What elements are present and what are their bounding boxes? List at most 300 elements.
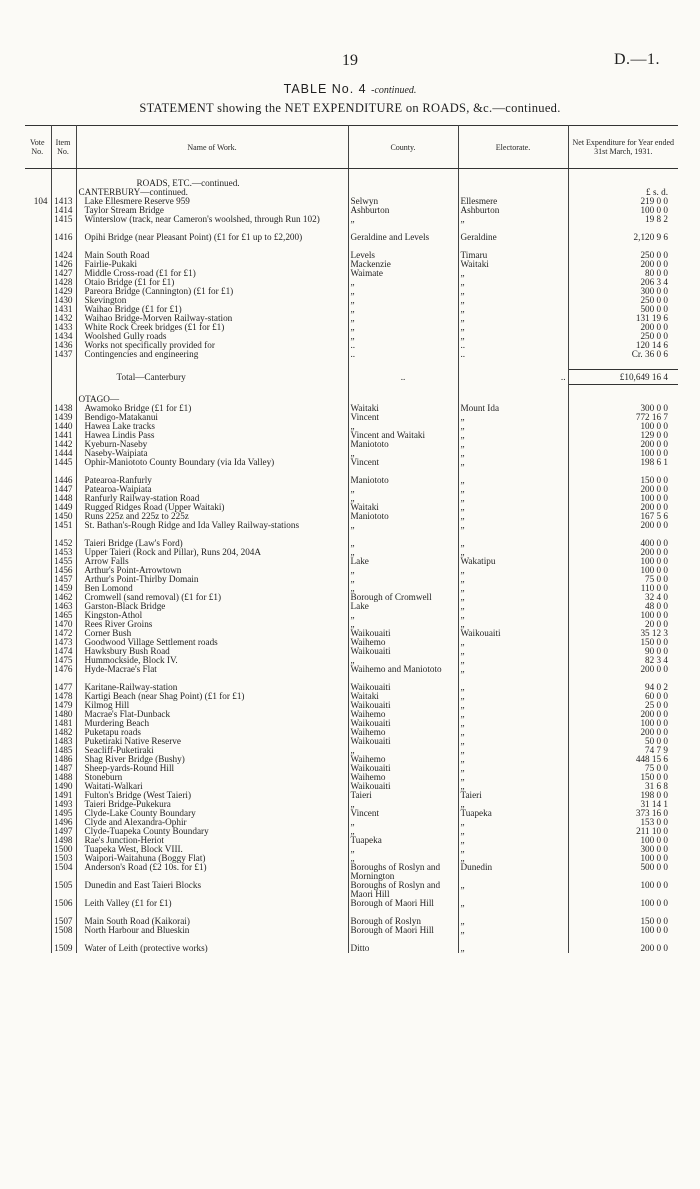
otago-row (25, 719, 678, 728)
vote-number (25, 233, 51, 251)
electorate: Tuapeka (458, 809, 568, 818)
vote-number (25, 782, 51, 791)
vote-number (25, 593, 51, 602)
electorate: „ (458, 638, 568, 647)
electorate: „ (458, 827, 568, 836)
vote-number (25, 350, 51, 359)
work-name: Kartigi Beach (near Shag Point) (£1 for £1) (76, 692, 348, 701)
electorate: „ (458, 899, 568, 917)
canterbury-row (25, 296, 678, 305)
header-work: Name of Work. (76, 126, 348, 169)
electorate: „ (458, 737, 568, 746)
net-expenditure: 200 0 0 (640, 709, 668, 719)
work-name: Fulton's Bridge (West Taieri) (76, 791, 348, 800)
net-expenditure: 100 0 0 (640, 448, 668, 458)
vote-number (25, 791, 51, 800)
work-name: Shag River Bridge (Bushy) (76, 755, 348, 764)
vote-number (25, 800, 51, 809)
item-number: 1476 (51, 665, 76, 683)
net-expenditure: 373 16 0 (635, 808, 668, 818)
work-name: Main South Road (Kaikorai) (76, 917, 348, 926)
county: Waimate (348, 269, 458, 278)
vote-number (25, 341, 51, 350)
item-number: 1470 (51, 620, 76, 629)
net-expenditure: 94 0 2 (645, 682, 668, 692)
county: „ (348, 296, 458, 305)
otago-row (25, 503, 678, 512)
work-name: Opihi Bridge (near Pleasant Point) (£1 for £1 up to £2,200) (76, 233, 348, 251)
county: Taieri (348, 791, 458, 800)
item-number: 1456 (51, 566, 76, 575)
vote-number (25, 323, 51, 332)
work-name: Waitati-Walkari (76, 782, 348, 791)
vote-number (25, 476, 51, 485)
vote-number (25, 251, 51, 260)
item-number: 1474 (51, 647, 76, 656)
electorate: „ (458, 773, 568, 782)
electorate: „ (458, 413, 568, 422)
item-number: 1451 (51, 521, 76, 539)
county: Boroughs of Roslyn and Mornington (348, 863, 458, 881)
work-name: Garston-Black Bridge (76, 602, 348, 611)
header-row (25, 126, 678, 169)
otago-row (25, 575, 678, 584)
page-number: 19 (342, 52, 358, 69)
electorate: „ (458, 422, 568, 431)
otago-row (25, 593, 678, 602)
net-expenditure: 448 15 6 (635, 754, 668, 764)
electorate: „ (458, 647, 568, 656)
otago-row (25, 827, 678, 836)
section-roads-label: ROADS, ETC.—continued. (76, 179, 348, 188)
vote-number (25, 269, 51, 278)
county: Waihemo (348, 755, 458, 764)
vote-number (25, 458, 51, 476)
electorate: „ (458, 692, 568, 701)
net-expenditure: 300 0 0 (640, 286, 668, 296)
net-expenditure: 150 0 0 (640, 637, 668, 647)
work-name: St. Bathan's-Rough Ridge and Ida Valley Railway-stations (76, 521, 348, 539)
county: Lake (348, 557, 458, 566)
net-expenditure: 75 0 0 (645, 763, 668, 773)
electorate: „ (458, 269, 568, 278)
otago-row (25, 701, 678, 710)
county: „ (348, 323, 458, 332)
county: Waikouaiti (348, 629, 458, 638)
item-number: 1491 (51, 791, 76, 800)
work-name: Waipori-Waitahuna (Boggy Flat) (76, 854, 348, 863)
county: „ (348, 566, 458, 575)
net-expenditure: 250 0 0 (640, 250, 668, 260)
work-name: Rees River Groins (76, 620, 348, 629)
net-expenditure: 110 0 0 (640, 583, 668, 593)
county: „ (348, 539, 458, 548)
vote-number (25, 521, 51, 539)
county: „ (348, 827, 458, 836)
county: Waihemo and Maniototo (348, 665, 458, 683)
vote-number (25, 431, 51, 440)
net-expenditure: 200 0 0 (640, 259, 668, 269)
net-expenditure: 120 14 6 (635, 340, 668, 350)
item-number: 1472 (51, 629, 76, 638)
vote-number (25, 404, 51, 413)
work-name: Skevington (76, 296, 348, 305)
item-number: 1434 (51, 332, 76, 341)
county: „ (348, 845, 458, 854)
electorate: „ (458, 296, 568, 305)
work-name: Patearoa-Ranfurly (76, 476, 348, 485)
header-electorate: Electorate. (458, 126, 568, 169)
item-number: 1442 (51, 440, 76, 449)
electorate: „ (458, 881, 568, 899)
otago-row (25, 422, 678, 431)
otago-row (25, 692, 678, 701)
vote-number (25, 764, 51, 773)
county: „ (348, 656, 458, 665)
vote-number (25, 827, 51, 836)
canterbury-row (25, 233, 678, 251)
net-expenditure: 200 0 0 (640, 484, 668, 494)
net-expenditure: 75 0 0 (645, 574, 668, 584)
electorate: „ (458, 926, 568, 944)
otago-row (25, 818, 678, 827)
electorate: „ (458, 728, 568, 737)
item-number: 1463 (51, 602, 76, 611)
work-name: Hawksbury Bush Road (76, 647, 348, 656)
item-number: 1424 (51, 251, 76, 260)
vote-number (25, 512, 51, 521)
work-name: Naseby-Waipiata (76, 449, 348, 458)
work-name: Rae's Junction-Heriot (76, 836, 348, 845)
total-canterbury-label: Total—Canterbury (76, 370, 348, 385)
electorate: „ (458, 494, 568, 503)
county: Vincent and Waitaki (348, 431, 458, 440)
electorate: „ (458, 782, 568, 791)
otago-row (25, 521, 678, 539)
item-number: 1441 (51, 431, 76, 440)
item-number: 1490 (51, 782, 76, 791)
vote-number (25, 629, 51, 638)
item-number: 1473 (51, 638, 76, 647)
electorate: „ (458, 278, 568, 287)
county: „ (348, 854, 458, 863)
vote-number (25, 296, 51, 305)
section-canterbury-label: CANTERBURY—continued. (76, 188, 348, 197)
net-expenditure: 150 0 0 (640, 772, 668, 782)
county: „ (348, 422, 458, 431)
net-expenditure: 80 0 0 (645, 268, 668, 278)
work-name: Dunedin and East Taieri Blocks (76, 881, 348, 899)
electorate: „ (458, 845, 568, 854)
county: Waihemo (348, 710, 458, 719)
canterbury-row (25, 323, 678, 332)
net-expenditure: 200 0 0 (640, 943, 668, 953)
county: „ (348, 575, 458, 584)
work-name: Fairlie-Pukaki (76, 260, 348, 269)
otago-row (25, 800, 678, 809)
item-number: 1495 (51, 809, 76, 818)
county: Boroughs of Roslyn and Maori Hill (348, 881, 458, 899)
item-number: 1415 (51, 215, 76, 233)
section-canterbury (25, 188, 678, 197)
county: „ (348, 494, 458, 503)
section-roads (25, 179, 678, 188)
otago-row (25, 458, 678, 476)
work-name: Hawea Lindis Pass (76, 431, 348, 440)
net-expenditure: 35 12 3 (640, 628, 668, 638)
vote-number (25, 719, 51, 728)
work-name: Contingencies and engineering (76, 350, 348, 359)
item-number: 1429 (51, 287, 76, 296)
item-number: 1447 (51, 485, 76, 494)
otago-row (25, 728, 678, 737)
otago-row (25, 638, 678, 647)
work-name: Kilmog Hill (76, 701, 348, 710)
county: Vincent (348, 809, 458, 818)
otago-row (25, 764, 678, 773)
electorate: Mount Ida (458, 404, 568, 413)
item-number: 1487 (51, 764, 76, 773)
county: „ (348, 548, 458, 557)
header-expenditure: Net Expenditure for Year ended 31st March, 1931. (568, 126, 678, 169)
work-name: White Rock Creek bridges (£1 for £1) (76, 323, 348, 332)
otago-row (25, 512, 678, 521)
county: Waihemo (348, 728, 458, 737)
electorate: „ (458, 512, 568, 521)
work-name: Tuapeka West, Block VIII. (76, 845, 348, 854)
net-expenditure: 200 0 0 (640, 502, 668, 512)
vote-number (25, 728, 51, 737)
canterbury-row (25, 305, 678, 314)
vote-number (25, 845, 51, 854)
otago-row (25, 584, 678, 593)
item-number: 1450 (51, 512, 76, 521)
county: Mackenzie (348, 260, 458, 269)
work-name: Cromwell (sand removal) (£1 for £1) (76, 593, 348, 602)
item-number: 1438 (51, 404, 76, 413)
electorate: Waikouaiti (458, 629, 568, 638)
electorate: Geraldine (458, 233, 568, 251)
vote-number (25, 917, 51, 926)
net-expenditure: 150 0 0 (640, 916, 668, 926)
work-name: Ben Lomond (76, 584, 348, 593)
table-title (0, 82, 700, 96)
spacer-row (25, 359, 678, 370)
item-number: 1496 (51, 818, 76, 827)
county: „ (348, 611, 458, 620)
otago-row (25, 548, 678, 557)
net-expenditure: 250 0 0 (640, 295, 668, 305)
work-name: Corner Bush (76, 629, 348, 638)
county: Vincent (348, 413, 458, 422)
item-number: 1483 (51, 737, 76, 746)
electorate: „ (458, 683, 568, 692)
net-expenditure: 150 0 0 (640, 475, 668, 485)
electorate: „ (458, 854, 568, 863)
electorate: „ (458, 521, 568, 539)
work-name: North Harbour and Blueskin (76, 926, 348, 944)
section-otago-label: OTAGO— (76, 395, 348, 404)
net-expenditure: 31 6 8 (645, 781, 668, 791)
net-expenditure: 400 0 0 (640, 538, 668, 548)
canterbury-row (25, 215, 678, 233)
electorate: Dunedin (458, 863, 568, 881)
net-expenditure: 772 16 7 (635, 412, 668, 422)
electorate: Ashburton (458, 206, 568, 215)
work-name: Awamoko Bridge (£1 for £1) (76, 404, 348, 413)
electorate: „ (458, 746, 568, 755)
item-number: 1507 (51, 917, 76, 926)
vote-number (25, 332, 51, 341)
item-number: 1475 (51, 656, 76, 665)
vote-number (25, 503, 51, 512)
work-name: Pareora Bridge (Cannington) (£1 for £1) (76, 287, 348, 296)
work-name: Water of Leith (protective works) (76, 944, 348, 953)
net-expenditure: 82 3 4 (645, 655, 668, 665)
net-expenditure: 100 0 0 (640, 493, 668, 503)
table-number: TABLE No. 4 (283, 82, 367, 96)
electorate: „ (458, 287, 568, 296)
work-name: Kingston-Athol (76, 611, 348, 620)
county: „ (348, 278, 458, 287)
item-number: 1436 (51, 341, 76, 350)
net-expenditure: 50 0 0 (645, 736, 668, 746)
vote-number (25, 692, 51, 701)
county: Borough of Roslyn (348, 917, 458, 926)
net-expenditure: 100 0 0 (640, 205, 668, 215)
county: „ (348, 314, 458, 323)
item-number: 1482 (51, 728, 76, 737)
electorate: „ (458, 755, 568, 764)
work-name: Arthur's Point-Thirlby Domain (76, 575, 348, 584)
item-number: 1426 (51, 260, 76, 269)
work-name: Clyde and Alexandra-Ophir (76, 818, 348, 827)
electorate: „ (458, 602, 568, 611)
county: Maniototo (348, 440, 458, 449)
otago-row (25, 944, 678, 953)
work-name: Macrae's Flat-Dunback (76, 710, 348, 719)
county: Waitaki (348, 692, 458, 701)
work-name: Taylor Stream Bridge (76, 206, 348, 215)
county: Waikouaiti (348, 701, 458, 710)
work-name: Goodwood Village Settlement roads (76, 638, 348, 647)
vote-number (25, 539, 51, 548)
vote-number (25, 494, 51, 503)
electorate: „ (458, 917, 568, 926)
net-expenditure: 200 0 0 (640, 322, 668, 332)
electorate: „ (458, 566, 568, 575)
header-county: County. (348, 126, 458, 169)
net-expenditure: 198 0 0 (640, 790, 668, 800)
electorate: „ (458, 764, 568, 773)
item-number: 1486 (51, 755, 76, 764)
net-expenditure: 129 0 0 (640, 430, 668, 440)
electorate: „ (458, 503, 568, 512)
net-expenditure: 200 0 0 (640, 439, 668, 449)
electorate: „ (458, 575, 568, 584)
county: „ (348, 305, 458, 314)
county: „ (348, 818, 458, 827)
otago-row (25, 665, 678, 683)
county: Maniototo (348, 512, 458, 521)
electorate: „ (458, 314, 568, 323)
county: Tuapeka (348, 836, 458, 845)
county: Borough of Cromwell (348, 593, 458, 602)
net-expenditure: 100 0 0 (640, 421, 668, 431)
item-number: 1488 (51, 773, 76, 782)
otago-row (25, 629, 678, 638)
electorate: „ (458, 701, 568, 710)
net-expenditure: 500 0 0 (640, 304, 668, 314)
work-name: Upper Taieri (Rock and Pillar), Runs 204, 204A (76, 548, 348, 557)
item-number: 1455 (51, 557, 76, 566)
electorate: Waitaki (458, 260, 568, 269)
county: „ (348, 287, 458, 296)
item-number: 1509 (51, 944, 76, 953)
electorate: „ (458, 593, 568, 602)
otago-row (25, 854, 678, 863)
county: Waikouaiti (348, 737, 458, 746)
item-number: 1432 (51, 314, 76, 323)
otago-row (25, 926, 678, 944)
otago-row (25, 449, 678, 458)
work-name: Otaio Bridge (£1 for £1) (76, 278, 348, 287)
net-expenditure: 19 8 2 (645, 214, 668, 224)
electorate: „ (458, 836, 568, 845)
vote-number (25, 449, 51, 458)
work-name: Stoneburn (76, 773, 348, 782)
otago-row (25, 440, 678, 449)
otago-row (25, 710, 678, 719)
net-expenditure: 100 0 0 (640, 610, 668, 620)
county: Lake (348, 602, 458, 611)
vote-number (25, 647, 51, 656)
work-name: Hummockside, Block IV. (76, 656, 348, 665)
otago-row (25, 656, 678, 665)
net-expenditure: 211 10 0 (636, 826, 668, 836)
otago-row (25, 485, 678, 494)
work-name: Hawea Lake tracks (76, 422, 348, 431)
electorate: „ (458, 449, 568, 458)
otago-row (25, 782, 678, 791)
otago-row (25, 647, 678, 656)
electorate: „ (458, 440, 568, 449)
item-number: 1497 (51, 827, 76, 836)
electorate: „ (458, 323, 568, 332)
vote-number (25, 746, 51, 755)
sheet-number: D.—1. (613, 51, 660, 68)
otago-row (25, 557, 678, 566)
county: „ (348, 449, 458, 458)
work-name: Sheep-yards-Round Hill (76, 764, 348, 773)
electorate: „ (458, 485, 568, 494)
item-number: 1449 (51, 503, 76, 512)
vote-number (25, 206, 51, 215)
item-number: 1428 (51, 278, 76, 287)
net-expenditure: 219 0 0 (640, 196, 668, 206)
otago-row (25, 431, 678, 440)
item-number: 1457 (51, 575, 76, 584)
vote-number (25, 710, 51, 719)
item-number: 1446 (51, 476, 76, 485)
county: .. (348, 350, 458, 359)
net-expenditure: Cr. 36 0 6 (631, 349, 668, 359)
work-name: Seacliff-Puketiraki (76, 746, 348, 755)
electorate: „ (458, 548, 568, 557)
canterbury-row (25, 260, 678, 269)
net-expenditure: 100 0 0 (640, 925, 668, 935)
item-number: 1427 (51, 269, 76, 278)
